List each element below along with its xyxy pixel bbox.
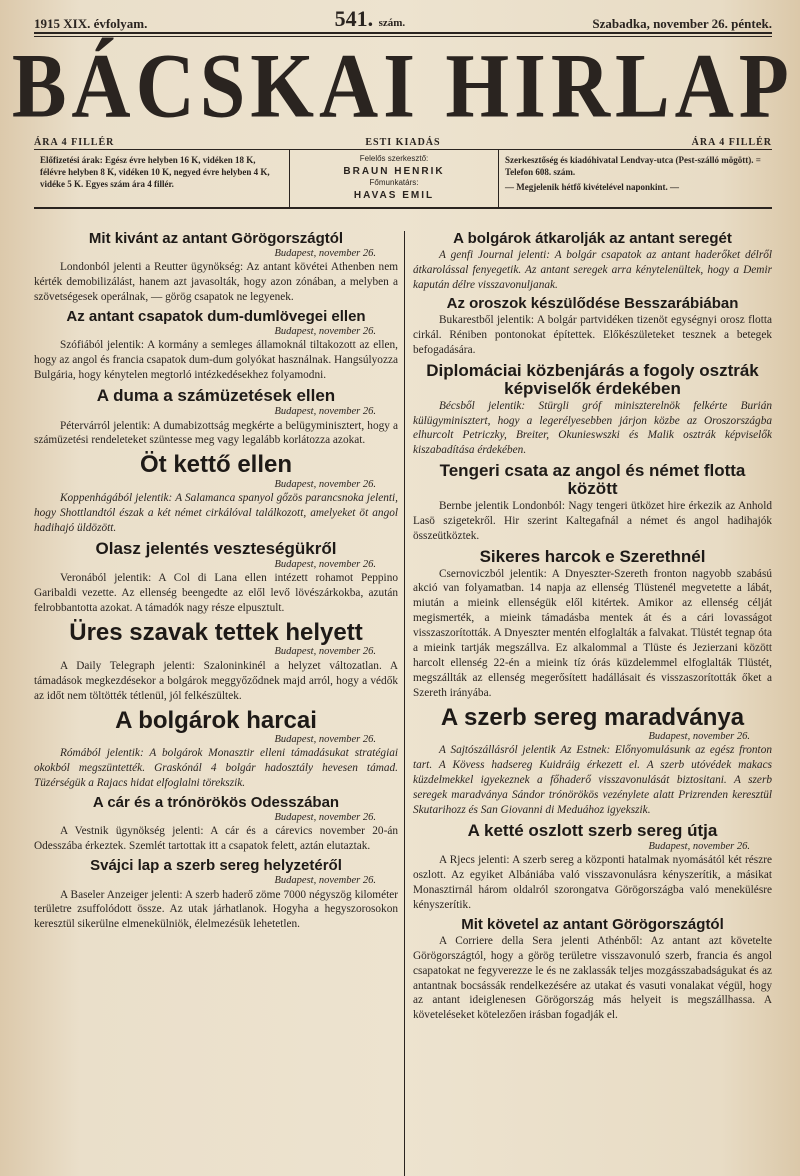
article-title: Svájci lap a szerb sereg helyzetéről <box>90 857 342 875</box>
top-line <box>34 6 772 32</box>
article-dateline: Budapest, november 26. <box>274 874 376 886</box>
article-dateline: Budapest, november 26. <box>274 811 376 823</box>
article-title: Az antant csapatok dum-dumlövegei ellen <box>66 308 366 326</box>
article-title: Mit kivánt az antant Görögországtól <box>88 231 344 247</box>
article-title: Üres szavak tettek helyett <box>69 619 363 647</box>
article-title: Az oroszok készülődése Besszarábiában <box>446 295 739 313</box>
article-body: A genfi Journal jelenti: A bolgár csapatok az antant haderőket délről átkarolással fenyegetik. Az antant seregek arra kénytelenültek, hogy a Demir kapután délre visszavonuljanak. <box>413 248 772 291</box>
article-dateline: Budapest, november 26. <box>274 558 376 570</box>
article <box>34 231 398 305</box>
office-info: Szerkesztőség és kiadóhivatal Lendvay-utca (Pest-szálló mögött). = Telefon 608. szám. — Megjelenik hétfő kivételével naponkint. — <box>505 155 761 193</box>
article-body: A Corriere della Sera jelenti Athénből: Az antant azt követelte Görögországtól, hogy a görög területre visszavonuló szerb, francia és angol csapatokat ne fegyverezze le és ne zaklassák teljes mozgásszabadságukat és az antantnak bocsássák rendelkezésére az utakat és vasuti vonalakat végül, hogy az antant ideiglenesen Görögország más helyeit is megszállhassa. A követeléseket kötelezően irásban fogadják el. <box>413 934 772 1022</box>
article-body: Csernoviczból jelentik: A Dnyeszter-Szereth fronton nagyobb szabású akció van folyamatban. 14 napja az ellenség Tlüstenél megvetette a lábát, miután a mieink ellenségük elől kitértek. Amikor az ellenség célját megismerték, a mieink támadásba mentek át és a cári lovasságot visszaszorították. A Dnyeszter mentén elfoglalták a falvakat. Tlüstét tegnap óta a mieink tartják megszállva. Ez alkalommal a Tlüste és Jezierzani között harcolt ellenség 22-én a mieink tíz órás küzdelemmel elfoglalták Tlüstét, megszállták az ellenség megerősített hadállásait és visszaszorították őket a Szereth irányába. <box>413 567 772 699</box>
article <box>413 296 772 357</box>
article-title: A szerb sereg maradványa <box>440 703 745 731</box>
article-body: A Daily Telegraph jelenti: Szaloninkinél a helyzet változatlan. A támadások megkezdésekor a bolgárok meggyőződnek majd arról, hogy a védők az időt nem töltötték tétlenül, jól felkészültek. <box>34 659 398 702</box>
article-dateline: Budapest, november 26. <box>648 730 750 742</box>
article <box>413 917 772 1023</box>
edition-label: ESTI KIADÁS <box>365 136 441 148</box>
article-title: Diplomáciai közbenjárás a fogoly osztrák képviselők érdekében <box>426 360 759 398</box>
article-body: A Rjecs jelenti: A szerb sereg a központi hatalmak nyomásától két részre oszlott. Az egyiket Albániába való visszavonulásra kényszerítik, a másikat Monasztirnál három oldalról szorongatva Görögországba való menekülésre kényszerítik. <box>413 854 772 912</box>
article <box>413 231 772 292</box>
issue-number: 541. szám. <box>334 6 406 31</box>
article-dateline: Budapest, november 26. <box>274 478 376 490</box>
article-dateline: Budapest, november 26. <box>274 405 376 417</box>
article-dateline: Budapest, november 26. <box>274 325 376 337</box>
price-left: ÁRA 4 FILLÉR <box>34 136 115 148</box>
article <box>413 705 772 818</box>
article-body: Bécsből jelentik: Stürgli gróf miniszterelnök felkérte Burián külügyminisztert, hogy a legerélyesebben járjon közbe az Oroszországba elhurcolt Petriczky, Breiter, Okunieswszki és Malik osztrák képviselők kiszabadítása érdekében. <box>413 399 772 457</box>
article-body: Koppenhágából jelentik: A Salamanca spanyol gőzös parancsnoka jelenti, hogy Shottlandtól észak a két német cirkálóval találkozott, amelyeket öt angol hadihajó üldözött. <box>34 492 398 534</box>
article-title: A bolgárok harcai <box>115 706 317 734</box>
article-body: A Sajtószállásról jelentik Az Estnek: Előnyomulásunk az egész fronton tart. A Kövess hadsereg Kuidráig érkezett el. A szerb utóvédek makacs küzdelmekkel igyekeznek a főhaderő visszavonulását biztositani. A szerb seregek maradványa Sándor trónörökös vezénylete alatt Prizrenden keresztül Skutarihozz és San Giovanni di Meduához igyekszik. <box>413 744 772 817</box>
article-title: Öt kettő ellen <box>139 451 293 479</box>
article-title: Sikeres harcok e Szerethnél <box>479 546 706 566</box>
right-column <box>405 231 772 1176</box>
article-title: Olasz jelentés veszteségükről <box>95 538 337 558</box>
price-right: ÁRA 4 FILLÉR <box>691 136 772 148</box>
article-body: Rómából jelentik: A bolgárok Monasztir elleni támadásukat stratégiai okokból megszüntették. Graskónál 4 bolgár hadosztály hevesen támad. Tüzérségük a Rajacs hidat elfoglalni törekszik. <box>34 747 398 790</box>
article-dateline: Budapest, november 26. <box>274 733 376 745</box>
editor-info: Felelős szerkesztő: BRAUN HENRIK Főmunkatárs: HAVAS EMIL <box>289 150 499 207</box>
article <box>413 822 772 913</box>
article <box>413 362 772 458</box>
article-body: Bukarestből jelentik: A bolgár partvidéken tizenöt egységnyi orosz flotta cirkál. Réniben pontonokat építettek. Előkészületeket tesznek a betegek befogadására. <box>413 314 772 357</box>
article-body: Veronából jelentik: A Col di Lana ellen intézett rohamot Peppino Garibaldi vezette. Az ellenség beengedte az elől levő lövészárkokba, azután felrobbantotta azokat. A támadók nagy része elpusztult. <box>34 572 398 615</box>
masthead-subline <box>34 135 772 149</box>
article <box>34 387 398 448</box>
article-body: Szófiából jelentik: A kormány a semleges államoknál tiltakozott az ellen, hogy az angol és francia csapatok dum-dum golyókat használnak. Hangsúlyozza Bulgária, hogy kénytelen megtorló intézkedésekhez folyamodni. <box>34 339 398 382</box>
article <box>34 795 398 854</box>
article-body: A Vestnik ügynökség jelenti: A cár és a cárevics november 20-án Odesszába érkeztek. Szemlét tartottak itt a csapatok felett, aztán elutaztak. <box>34 825 398 853</box>
date-label: Szabadka, november 26. péntek. <box>592 16 772 31</box>
masthead-title: BÁCSKAI HIRLAP <box>12 34 794 137</box>
article <box>34 540 398 616</box>
article-title: A bolgárok átkarolják az antant seregét <box>453 231 732 247</box>
article-body: Bernbe jelentik Londonból: Nagy tengeri ütközet hire érkezik az Anhold Lasö szigetekről. Hir szerint Kaltegafnál a német és angol hadihajók összeütköztek. <box>413 499 772 542</box>
article-body: Pétervárról jelentik: A dumabizottság megkérte a belügyminisztert, hogy a számüzetési rendeleteket szüntesse meg vagy legalább korlátozza azokat. <box>34 419 398 447</box>
article <box>34 452 398 536</box>
article-columns <box>34 231 772 1176</box>
article-title: A ketté oszlott szerb sereg útja <box>467 820 718 840</box>
article-dateline: Budapest, november 26. <box>274 646 376 658</box>
article <box>413 548 772 701</box>
article-title: Mit követel az antant Görögországtól <box>461 916 724 934</box>
article <box>413 462 772 543</box>
subscription-prices: Előfizetési árak: Egész évre helyben 16 K, vidéken 18 K, félévre helyben 8 K, vidéken 10 K, negyed évre helyben 4 K, vidéke 5 K. Egyes szám ára 4 fillér. <box>40 155 270 190</box>
article <box>34 620 398 704</box>
article-title: A cár és a trónörökös Odesszában <box>92 794 340 812</box>
left-column <box>34 231 405 1176</box>
info-box <box>34 149 772 209</box>
article-title: Tengeri csata az angol és német flotta között <box>439 461 746 499</box>
article <box>34 858 398 932</box>
article-dateline: Budapest, november 26. <box>274 247 376 259</box>
article-title: A duma a számüzetések ellen <box>96 386 336 406</box>
article-dateline: Budapest, november 26. <box>648 840 750 852</box>
volume-label: 1915 XIX. évfolyam. <box>34 16 148 31</box>
article <box>34 309 398 383</box>
article-body: A Baseler Anzeiger jelenti: A szerb haderő zöme 7000 négyszög kilométer területre zsuffolódott össze. Az utak járhatlanok. Hogyha a hegyszorosokon keresztül sikerülne elmenekülniök, élelmezésük lehetetlen. <box>34 888 398 931</box>
article <box>34 708 398 792</box>
article-body: Londonból jelenti a Reutter ügynökség: Az antant kövétei Athenben nem kérték demobilizálást, hanem azt javasolták, hogy azon zónában, a melyben a szövetségesek operálnak, — görög csapatok ne legyenek. <box>34 261 398 304</box>
